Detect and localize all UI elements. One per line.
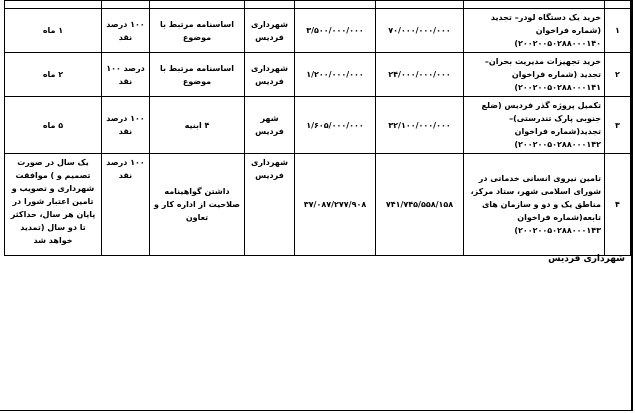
row-duration: یک سال در صورت تصمیم و ) موافقت شهرداری و تصویب و تامین اعتبار شورا در پایان هر سال، حداکثر تا دو سال (تمدید خواهد شد	[5, 154, 102, 256]
row-duration: ۱ ماه	[5, 9, 102, 53]
row-guarantee: ۱/۶۰۵/۰۰۰/۰۰۰	[295, 97, 376, 154]
row-amount: ۳۲/۱۰۰/۰۰۰/۰۰۰	[376, 97, 464, 154]
row-requirement: داشتن گواهینامه صلاحیت از اداره کار و تعاون	[150, 154, 245, 256]
row-place: شهر فردیس	[245, 97, 295, 154]
row-requirement: اساسنامه مرتبط با موضوع	[150, 9, 245, 53]
row-amount: ۲۴/۰۰۰/۰۰۰/۰۰۰	[376, 53, 464, 97]
row-guarantee: ۳/۵۰۰/۰۰۰/۰۰۰	[295, 9, 376, 53]
tender-table	[4, 0, 631, 256]
row-payment: درصد ۱۰۰ نقد	[102, 53, 150, 97]
row-amount: ۷۰/۰۰۰/۰۰۰/۰۰۰	[376, 9, 464, 53]
table-header-row	[5, 1, 631, 9]
row-requirement: اساسنامه مرتبط با موضوع	[150, 53, 245, 97]
row-place: شهرداری فردیس	[245, 154, 295, 256]
row-amount: ۷۴۱/۷۴۵/۵۵۸/۱۵۸	[376, 154, 464, 256]
row-guarantee: ۳۷/۰۸۷/۲۷۷/۹۰۸	[295, 154, 376, 256]
row-duration: ۲ ماه	[5, 53, 102, 97]
row-number: ۱	[605, 9, 631, 53]
table-row	[5, 9, 631, 53]
row-place: شهرداری فردیس	[245, 9, 295, 53]
footer-signature: شهرداری فردیس	[548, 254, 625, 264]
row-description: تامین نیروی انسانی خدماتی در شورای اسلامی شهر، ستاد مرکز، مناطق یک و دو و سازمان های تابعه(شماره فراخوان ۲۰۰۲۰۰۵۰۲۸۸۰۰۰۱۴۳)	[464, 154, 605, 256]
row-number: ۳	[605, 97, 631, 154]
table-row	[5, 154, 631, 256]
row-requirement: ۴ ابنیه	[150, 97, 245, 154]
row-guarantee: ۱/۲۰۰/۰۰۰/۰۰۰	[295, 53, 376, 97]
row-place: شهرداری فردیس	[245, 53, 295, 97]
row-payment: ۱۰۰ درصد نقد	[102, 97, 150, 154]
row-payment: ۱۰۰ درصد نقد	[102, 154, 150, 256]
row-number: ۲	[605, 53, 631, 97]
row-duration: ۵ ماه	[5, 97, 102, 154]
row-number: ۴	[605, 154, 631, 256]
row-description: تکمیل پروژه گذر فردیس (ضلع جنوبی پارک تندرستی)– تجدید(شماره فراخوان ۲۰۰۲۰۰۵۰۲۸۸۰۰۰۱۴۲)	[464, 97, 605, 154]
row-payment: ۱۰۰ درصد نقد	[102, 9, 150, 53]
table-row	[5, 53, 631, 97]
row-description: خرید یک دستگاه لودر– تجدید (شماره فراخوان ۲۰۰۲۰۰۵۰۲۸۸۰۰۰۱۴۰)	[464, 9, 605, 53]
table-row	[5, 97, 631, 154]
row-description: خرید تجهیزات مدیریت بحران– تجدید (شماره فراخوان ۲۰۰۲۰۰۵۰۲۸۸۰۰۰۱۴۱)	[464, 53, 605, 97]
